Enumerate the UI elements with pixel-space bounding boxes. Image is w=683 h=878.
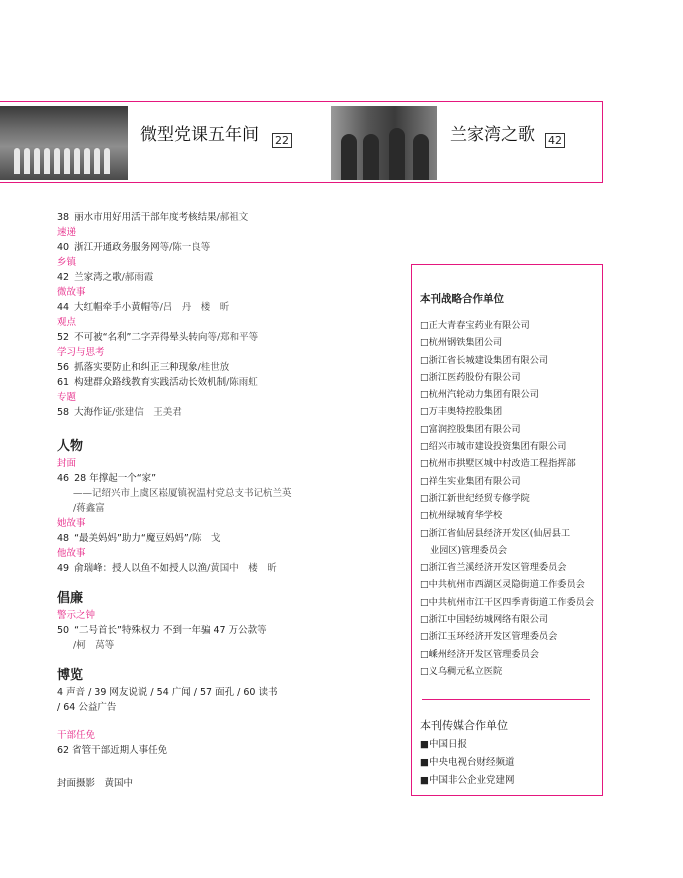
partner-item: □嵊州经济开发区管理委员会	[420, 648, 539, 660]
partner-item: □浙江省兰溪经济开发区管理委员会	[420, 562, 567, 574]
toc-item-author: /蒋鑫富	[73, 503, 105, 514]
partner-item: □杭州钢铁集团公司	[420, 337, 503, 349]
strategic-partners-list	[420, 317, 602, 680]
partner-item: □杭州市拱墅区城中村改造工程指挥部	[420, 458, 576, 470]
partner-item: □浙江医药股份有限公司	[420, 371, 521, 383]
toc-item[interactable]: 62 省管干部近期人事任免	[57, 745, 168, 756]
sidebar-divider	[422, 699, 590, 700]
toc-category: 他故事	[57, 548, 86, 559]
feature-photo-party-class	[0, 106, 128, 180]
toc-category: 观点	[57, 317, 77, 328]
toc-category: 干部任免	[57, 730, 96, 741]
toc-item[interactable]: 44 大红帽牵手小黄帽等/吕 丹 楼 昕	[57, 302, 230, 313]
toc-category: 速递	[57, 227, 77, 238]
toc-item[interactable]: 38 丽水市用好用活干部年度考核结果/郝祖文	[57, 212, 249, 223]
feature-banner	[0, 101, 603, 183]
media-partner-item: ■中央电视台财经频道	[420, 757, 515, 768]
toc-category: 专题	[57, 392, 77, 403]
toc-item[interactable]: 56 抓落实要防止和纠正三种现象/桂世放	[57, 362, 230, 373]
toc-category: 乡镇	[57, 257, 77, 268]
partner-item-continued: 业园区)管理委员会	[430, 544, 508, 556]
partner-item: □中共杭州市西湖区灵隐街道工作委员会	[420, 579, 585, 591]
toc-category: 她故事	[57, 518, 86, 529]
toc-top-block	[57, 210, 397, 791]
toc-item[interactable]: 40 浙江开通政务服务网等/陈一良等	[57, 242, 211, 253]
toc-item-subtitle: ——记绍兴市上虞区崧厦镇祝温村党总支书记杭兰英	[73, 488, 292, 499]
media-partners-heading: 本刊传媒合作单位	[420, 719, 508, 732]
toc-item-author: /柯 莴等	[73, 640, 115, 651]
feature-photo-lanjiawan	[331, 106, 437, 180]
toc-item[interactable]: 61 构建群众路线教育实践活动长效机制/陈雨虹	[57, 377, 258, 388]
partner-item: □浙江新世纪经贸专修学院	[420, 492, 530, 504]
partner-item: □正大青春宝药业有限公司	[420, 320, 530, 331]
partner-item: □杭州绿城育华学校	[420, 510, 503, 522]
partners-sidebar	[411, 264, 603, 796]
partner-item: □浙江省长城建设集团有限公司	[420, 354, 549, 366]
partner-item: □浙江中国轻纺城网络有限公司	[420, 614, 549, 626]
partner-item: □富润控股集团有限公司	[420, 423, 521, 435]
section-heading-changlian: 倡廉	[57, 591, 84, 606]
partner-item: □绍兴市城市建设投资集团有限公司	[420, 441, 567, 453]
section-heading-bolan: 博览	[57, 668, 84, 683]
toc-category: 微故事	[57, 287, 86, 298]
toc-item[interactable]: 48 “最美妈妈”助力“魔豆妈妈”/陈 戈	[57, 533, 221, 544]
feature-page-right: 42	[545, 133, 565, 148]
partner-item: □中共杭州市江干区四季青街道工作委员会	[420, 596, 595, 608]
toc-item[interactable]: 49 俞瑞峰：授人以鱼不如授人以渔/黄国中 楼 昕	[57, 563, 277, 574]
partner-item: □义乌稠元私立医院	[420, 665, 503, 677]
media-partner-item: ■中国非公企业党建网	[420, 775, 515, 786]
partner-item: □浙江玉环经济开发区管理委员会	[420, 631, 558, 643]
feature-page-left: 22	[272, 133, 292, 148]
toc-category: 学习与思考	[57, 347, 105, 358]
partner-item: □万丰奥特控股集团	[420, 406, 503, 418]
partner-item: □杭州汽轮动力集团有限公司	[420, 389, 539, 401]
toc-category: 封面	[57, 458, 77, 469]
toc-item[interactable]: 58 大海作证/张建信 王美君	[57, 407, 182, 418]
media-partners-list	[420, 736, 514, 790]
toc-item[interactable]: 52 不可被“名利”二字弄得晕头转向等/郑和平等	[57, 332, 259, 343]
section-heading-renwu: 人物	[57, 439, 84, 454]
toc-item[interactable]: 50 “二号首长”特殊权力 不到一年骗 47 万公款等	[57, 625, 267, 636]
toc-item[interactable]: / 64 公益广告	[57, 702, 117, 713]
toc-item[interactable]: 42 兰家湾之歌/郝雨霞	[57, 272, 154, 283]
cover-photo-credit: 封面摄影 黄国中	[57, 778, 134, 789]
feature-title-right[interactable]: 兰家湾之歌	[450, 125, 535, 145]
partner-item: □祥生实业集团有限公司	[420, 475, 521, 487]
partner-item: □浙江省仙居县经济开发区(仙居县工	[420, 527, 571, 539]
toc-category: 警示之钟	[57, 610, 96, 621]
media-partner-item: ■中国日报	[420, 739, 467, 750]
toc-item[interactable]: 46 28 年撑起一个“家”	[57, 473, 157, 484]
toc-item[interactable]: 4 声音 / 39 网友说说 / 54 广闻 / 57 面孔 / 60 读书	[57, 687, 278, 698]
feature-title-left[interactable]: 微型党课五年间	[140, 125, 259, 145]
strategic-partners-heading: 本刊战略合作单位	[420, 293, 504, 305]
